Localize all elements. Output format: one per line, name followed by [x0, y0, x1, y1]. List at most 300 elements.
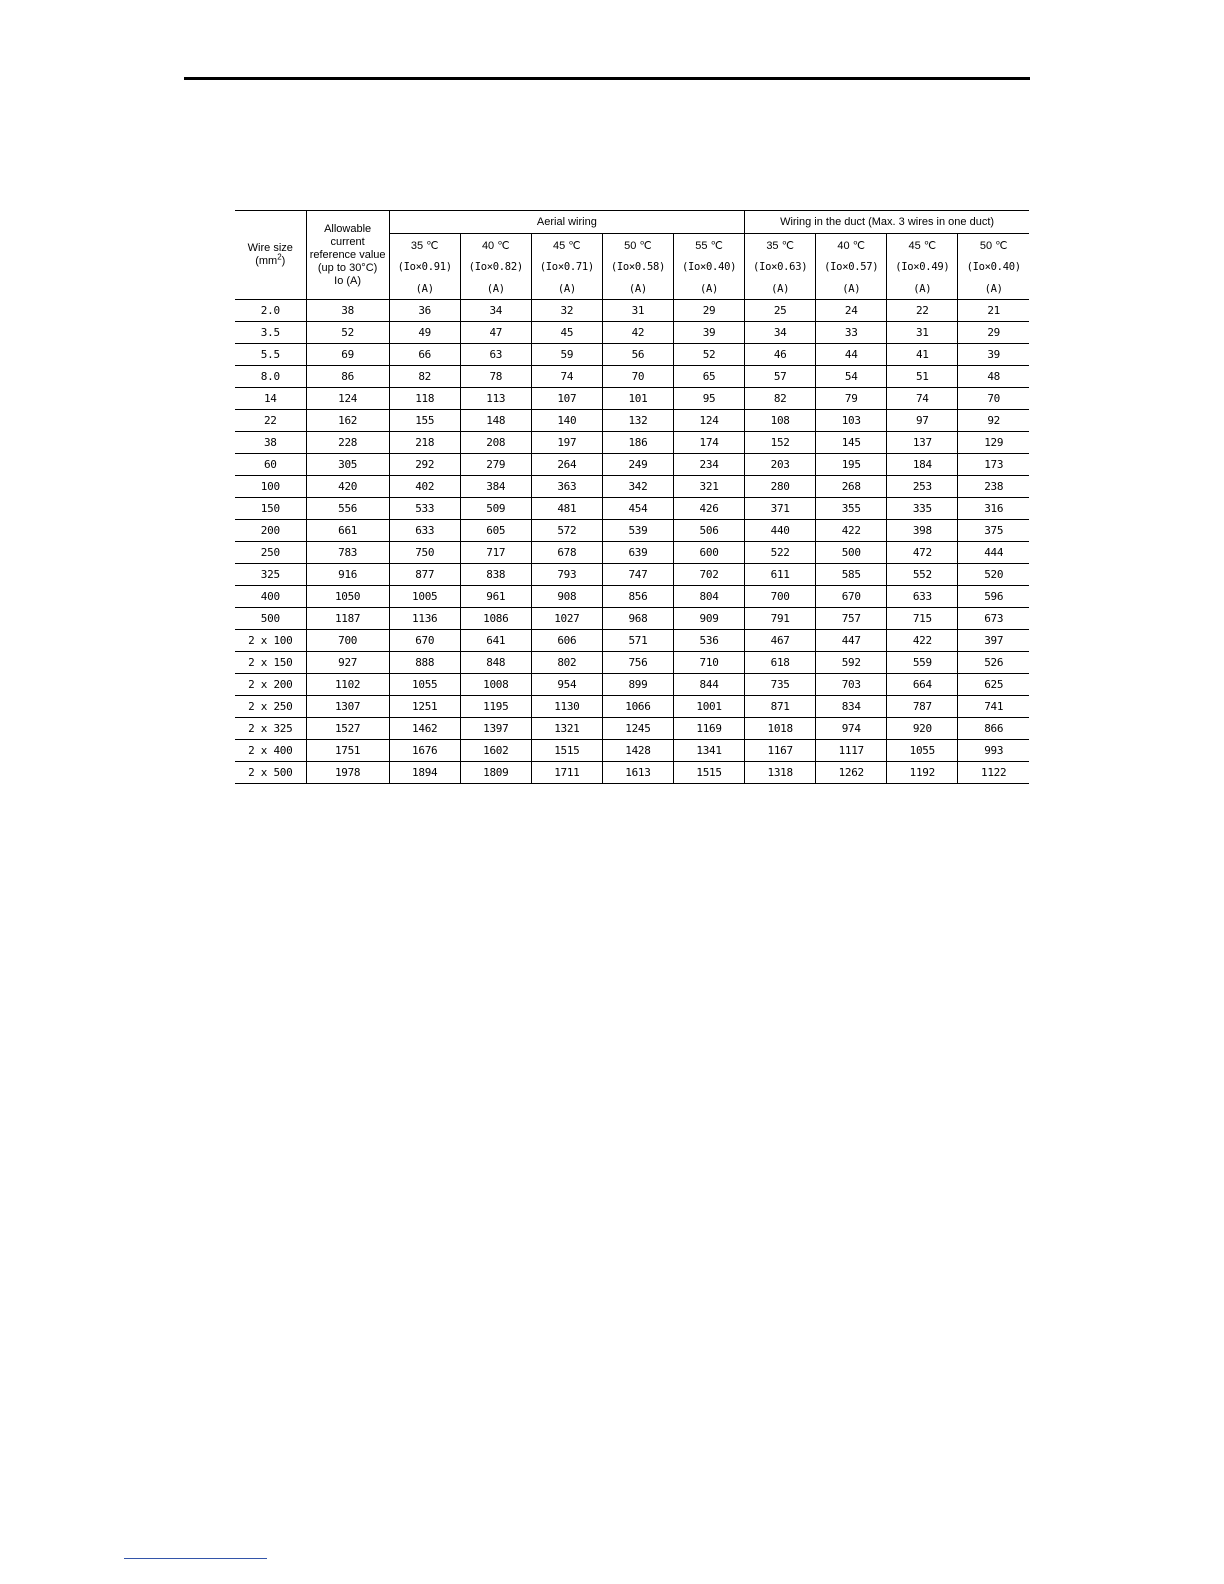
reference-current-cell: 783	[306, 542, 389, 564]
current-value-cell: 968	[602, 608, 673, 630]
current-value-cell: 1055	[389, 674, 460, 696]
current-value-cell: 174	[673, 432, 744, 454]
current-value-cell: 802	[531, 652, 602, 674]
current-value-cell: 316	[958, 498, 1029, 520]
current-value-cell: 1192	[887, 762, 958, 784]
current-value-cell: 670	[389, 630, 460, 652]
current-value-cell: 36	[389, 300, 460, 322]
wire-size-cell: 2 x 325	[235, 718, 306, 740]
current-value-cell: 467	[745, 630, 816, 652]
current-value-cell: 444	[958, 542, 1029, 564]
current-value-cell: 268	[816, 476, 887, 498]
wire-size-cell: 200	[235, 520, 306, 542]
table-row	[235, 388, 1029, 410]
table-row	[235, 564, 1029, 586]
temperature-header: 45 ℃	[531, 234, 602, 257]
unit-header: (A)	[389, 278, 460, 300]
current-value-cell: 34	[745, 322, 816, 344]
derating-factor-header: (Io×0.49)	[887, 256, 958, 278]
current-value-cell: 625	[958, 674, 1029, 696]
temperature-header: 50 ℃	[958, 234, 1029, 257]
current-value-cell: 253	[887, 476, 958, 498]
current-value-cell: 95	[673, 388, 744, 410]
wire-size-cell: 2 x 500	[235, 762, 306, 784]
current-value-cell: 342	[602, 476, 673, 498]
current-value-cell: 398	[887, 520, 958, 542]
current-value-cell: 920	[887, 718, 958, 740]
current-value-cell: 866	[958, 718, 1029, 740]
current-value-cell: 1515	[531, 740, 602, 762]
current-value-cell: 78	[460, 366, 531, 388]
current-value-cell: 74	[531, 366, 602, 388]
current-value-cell: 1245	[602, 718, 673, 740]
current-value-cell: 321	[673, 476, 744, 498]
temperature-header: 50 ℃	[602, 234, 673, 257]
current-value-cell: 1001	[673, 696, 744, 718]
current-value-cell: 1397	[460, 718, 531, 740]
current-value-cell: 1809	[460, 762, 531, 784]
current-value-cell: 1341	[673, 740, 744, 762]
current-value-cell: 702	[673, 564, 744, 586]
wire-size-cell: 2 x 400	[235, 740, 306, 762]
current-value-cell: 1055	[887, 740, 958, 762]
derating-factor-header: (Io×0.71)	[531, 256, 602, 278]
current-value-cell: 670	[816, 586, 887, 608]
wire-size-label: Wire size	[247, 242, 293, 254]
current-value-cell: 1428	[602, 740, 673, 762]
derating-factor-header: (Io×0.63)	[745, 256, 816, 278]
current-value-cell: 238	[958, 476, 1029, 498]
current-value-cell: 909	[673, 608, 744, 630]
current-value-cell: 533	[389, 498, 460, 520]
current-value-cell: 195	[816, 454, 887, 476]
current-value-cell: 140	[531, 410, 602, 432]
reference-current-cell: 916	[306, 564, 389, 586]
current-value-cell: 472	[887, 542, 958, 564]
table-row	[235, 718, 1029, 740]
current-value-cell: 63	[460, 344, 531, 366]
table-row	[235, 454, 1029, 476]
temperature-header: 45 ℃	[887, 234, 958, 257]
current-value-cell: 47	[460, 322, 531, 344]
reference-current-cell: 305	[306, 454, 389, 476]
current-value-cell: 1321	[531, 718, 602, 740]
table-row	[235, 300, 1029, 322]
current-value-cell: 29	[673, 300, 744, 322]
current-value-cell: 750	[389, 542, 460, 564]
current-value-cell: 559	[887, 652, 958, 674]
current-value-cell: 1676	[389, 740, 460, 762]
derating-factor-header: (Io×0.57)	[816, 256, 887, 278]
reference-current-cell: 162	[306, 410, 389, 432]
table-row	[235, 608, 1029, 630]
current-value-cell: 375	[958, 520, 1029, 542]
current-value-cell: 264	[531, 454, 602, 476]
current-value-cell: 552	[887, 564, 958, 586]
reference-current-cell: 420	[306, 476, 389, 498]
current-value-cell: 1136	[389, 608, 460, 630]
current-value-cell: 335	[887, 498, 958, 520]
current-value-cell: 522	[745, 542, 816, 564]
footnote-rule	[124, 1558, 267, 1559]
current-value-cell: 280	[745, 476, 816, 498]
current-value-cell: 954	[531, 674, 602, 696]
reference-current-cell: 1751	[306, 740, 389, 762]
current-value-cell: 747	[602, 564, 673, 586]
current-value-cell: 844	[673, 674, 744, 696]
reference-current-cell: 700	[306, 630, 389, 652]
reference-current-cell: 1050	[306, 586, 389, 608]
reference-current-cell: 556	[306, 498, 389, 520]
current-value-cell: 1167	[745, 740, 816, 762]
current-value-cell: 234	[673, 454, 744, 476]
table-row	[235, 498, 1029, 520]
wire-size-cell: 8.0	[235, 366, 306, 388]
current-value-cell: 1462	[389, 718, 460, 740]
allowable-current-table	[235, 210, 1029, 784]
current-value-cell: 1613	[602, 762, 673, 784]
current-value-cell: 1262	[816, 762, 887, 784]
current-value-cell: 848	[460, 652, 531, 674]
current-value-cell: 1894	[389, 762, 460, 784]
aerial-wiring-header: Aerial wiring	[389, 211, 744, 234]
table-row	[235, 762, 1029, 784]
current-value-cell: 31	[887, 322, 958, 344]
wire-size-unit: $(mm^2)$	[255, 252, 286, 267]
current-value-cell: 633	[389, 520, 460, 542]
current-value-cell: 1008	[460, 674, 531, 696]
current-value-cell: 402	[389, 476, 460, 498]
reference-current-cell: 124	[306, 388, 389, 410]
wire-size-cell: 2 x 250	[235, 696, 306, 718]
current-value-cell: 249	[602, 454, 673, 476]
current-value-cell: 32	[531, 300, 602, 322]
current-value-cell: 54	[816, 366, 887, 388]
wire-size-cell: 500	[235, 608, 306, 630]
current-value-cell: 186	[602, 432, 673, 454]
current-value-cell: 1602	[460, 740, 531, 762]
current-value-cell: 397	[958, 630, 1029, 652]
current-value-cell: 993	[958, 740, 1029, 762]
reference-current-cell: 52	[306, 322, 389, 344]
current-value-cell: 57	[745, 366, 816, 388]
reference-current-cell: 1307	[306, 696, 389, 718]
current-value-cell: 29	[958, 322, 1029, 344]
current-value-cell: 735	[745, 674, 816, 696]
table-row	[235, 476, 1029, 498]
current-value-cell: 715	[887, 608, 958, 630]
current-value-cell: 1318	[745, 762, 816, 784]
current-value-cell: 148	[460, 410, 531, 432]
current-value-cell: 888	[389, 652, 460, 674]
table-row	[235, 696, 1029, 718]
current-value-cell: 21	[958, 300, 1029, 322]
reference-current-cell: 1187	[306, 608, 389, 630]
reference-current-cell: 1978	[306, 762, 389, 784]
current-value-cell: 46	[745, 344, 816, 366]
current-value-cell: 572	[531, 520, 602, 542]
derating-factor-header: (Io×0.91)	[389, 256, 460, 278]
current-value-cell: 500	[816, 542, 887, 564]
current-value-cell: 606	[531, 630, 602, 652]
current-value-cell: 79	[816, 388, 887, 410]
current-value-cell: 506	[673, 520, 744, 542]
wire-size-cell: 3.5	[235, 322, 306, 344]
current-value-cell: 145	[816, 432, 887, 454]
table-row	[235, 432, 1029, 454]
current-value-cell: 422	[816, 520, 887, 542]
table-row	[235, 652, 1029, 674]
temperature-header: 35 ℃	[389, 234, 460, 257]
current-value-cell: 129	[958, 432, 1029, 454]
derating-factor-header: (Io×0.58)	[602, 256, 673, 278]
current-value-cell: 108	[745, 410, 816, 432]
wire-size-cell: 2 x 200	[235, 674, 306, 696]
unit-header: (A)	[673, 278, 744, 300]
current-value-cell: 447	[816, 630, 887, 652]
current-value-cell: 82	[745, 388, 816, 410]
current-value-cell: 509	[460, 498, 531, 520]
current-value-cell: 605	[460, 520, 531, 542]
current-value-cell: 804	[673, 586, 744, 608]
current-value-cell: 363	[531, 476, 602, 498]
derating-factor-header: (Io×0.82)	[460, 256, 531, 278]
current-value-cell: 664	[887, 674, 958, 696]
current-value-cell: 25	[745, 300, 816, 322]
reference-current-cell: 86	[306, 366, 389, 388]
current-value-cell: 633	[887, 586, 958, 608]
current-value-cell: 717	[460, 542, 531, 564]
current-value-cell: 103	[816, 410, 887, 432]
current-value-cell: 49	[389, 322, 460, 344]
temperature-header: 40 ℃	[816, 234, 887, 257]
current-value-cell: 97	[887, 410, 958, 432]
current-value-cell: 871	[745, 696, 816, 718]
current-value-cell: 1018	[745, 718, 816, 740]
wire-size-cell: 2.0	[235, 300, 306, 322]
wire-size-cell: 325	[235, 564, 306, 586]
current-value-cell: 371	[745, 498, 816, 520]
current-value-cell: 1195	[460, 696, 531, 718]
current-value-cell: 74	[887, 388, 958, 410]
current-value-cell: 673	[958, 608, 1029, 630]
header-rule	[184, 77, 1030, 80]
unit-header: (A)	[816, 278, 887, 300]
current-value-cell: 124	[673, 410, 744, 432]
unit-header: (A)	[460, 278, 531, 300]
current-value-cell: 279	[460, 454, 531, 476]
current-value-cell: 31	[602, 300, 673, 322]
current-value-cell: 70	[958, 388, 1029, 410]
current-value-cell: 24	[816, 300, 887, 322]
current-value-cell: 52	[673, 344, 744, 366]
current-value-cell: 197	[531, 432, 602, 454]
current-value-cell: 440	[745, 520, 816, 542]
current-value-cell: 1515	[673, 762, 744, 784]
current-value-cell: 520	[958, 564, 1029, 586]
current-value-cell: 70	[602, 366, 673, 388]
current-value-cell: 65	[673, 366, 744, 388]
current-value-cell: 700	[745, 586, 816, 608]
current-value-cell: 838	[460, 564, 531, 586]
current-value-cell: 41	[887, 344, 958, 366]
current-value-cell: 1005	[389, 586, 460, 608]
current-value-cell: 292	[389, 454, 460, 476]
table-row	[235, 344, 1029, 366]
current-value-cell: 585	[816, 564, 887, 586]
reference-current-cell: 38	[306, 300, 389, 322]
unit-header: (A)	[958, 278, 1029, 300]
current-value-cell: 611	[745, 564, 816, 586]
current-value-cell: 384	[460, 476, 531, 498]
current-value-cell: 42	[602, 322, 673, 344]
current-value-cell: 834	[816, 696, 887, 718]
current-value-cell: 571	[602, 630, 673, 652]
current-value-cell: 44	[816, 344, 887, 366]
current-value-cell: 787	[887, 696, 958, 718]
current-value-cell: 710	[673, 652, 744, 674]
current-value-cell: 59	[531, 344, 602, 366]
current-value-cell: 184	[887, 454, 958, 476]
table-row	[235, 740, 1029, 762]
current-value-cell: 856	[602, 586, 673, 608]
temperature-header: 40 ℃	[460, 234, 531, 257]
current-value-cell: 703	[816, 674, 887, 696]
current-value-cell: 426	[673, 498, 744, 520]
table-row	[235, 630, 1029, 652]
current-value-cell: 481	[531, 498, 602, 520]
table-row	[235, 366, 1029, 388]
current-value-cell: 203	[745, 454, 816, 476]
reference-current-cell: 1102	[306, 674, 389, 696]
current-value-cell: 1027	[531, 608, 602, 630]
derating-factor-header: (Io×0.40)	[958, 256, 1029, 278]
current-value-cell: 877	[389, 564, 460, 586]
current-value-cell: 899	[602, 674, 673, 696]
current-value-cell: 39	[673, 322, 744, 344]
current-value-cell: 218	[389, 432, 460, 454]
current-value-cell: 173	[958, 454, 1029, 476]
reference-current-cell: 661	[306, 520, 389, 542]
current-value-cell: 600	[673, 542, 744, 564]
reference-current-cell: 228	[306, 432, 389, 454]
current-value-cell: 155	[389, 410, 460, 432]
current-value-cell: 118	[389, 388, 460, 410]
duct-wiring-header: Wiring in the duct (Max. 3 wires in one duct)	[745, 211, 1029, 234]
unit-header: (A)	[531, 278, 602, 300]
temperature-header: 55 ℃	[673, 234, 744, 257]
current-value-cell: 39	[958, 344, 1029, 366]
current-value-cell: 791	[745, 608, 816, 630]
current-value-cell: 454	[602, 498, 673, 520]
wire-size-cell: 150	[235, 498, 306, 520]
current-value-cell: 596	[958, 586, 1029, 608]
current-value-cell: 34	[460, 300, 531, 322]
current-value-cell: 208	[460, 432, 531, 454]
current-value-cell: 1122	[958, 762, 1029, 784]
current-value-cell: 101	[602, 388, 673, 410]
current-value-cell: 961	[460, 586, 531, 608]
temperature-header: 35 ℃	[745, 234, 816, 257]
current-value-cell: 422	[887, 630, 958, 652]
current-value-cell: 618	[745, 652, 816, 674]
current-value-cell: 908	[531, 586, 602, 608]
wire-size-cell: 22	[235, 410, 306, 432]
wire-size-cell: 2 x 100	[235, 630, 306, 652]
current-value-cell: 1117	[816, 740, 887, 762]
current-value-cell: 132	[602, 410, 673, 432]
wire-size-cell: 2 x 150	[235, 652, 306, 674]
current-value-cell: 355	[816, 498, 887, 520]
reference-current-header: Allowable current reference value (up to 30°C) Io (A)	[306, 211, 389, 300]
current-value-cell: 1251	[389, 696, 460, 718]
current-value-cell: 45	[531, 322, 602, 344]
wire-size-cell: 250	[235, 542, 306, 564]
current-value-cell: 1130	[531, 696, 602, 718]
reference-current-cell: 927	[306, 652, 389, 674]
current-value-cell: 51	[887, 366, 958, 388]
current-value-cell: 137	[887, 432, 958, 454]
current-value-cell: 48	[958, 366, 1029, 388]
wire-size-cell: 100	[235, 476, 306, 498]
table-row	[235, 322, 1029, 344]
wire-size-cell: 400	[235, 586, 306, 608]
wire-size-cell: 60	[235, 454, 306, 476]
current-value-cell: 1066	[602, 696, 673, 718]
current-value-cell: 56	[602, 344, 673, 366]
current-value-cell: 113	[460, 388, 531, 410]
current-value-cell: 107	[531, 388, 602, 410]
current-value-cell: 641	[460, 630, 531, 652]
unit-header: (A)	[887, 278, 958, 300]
table-row	[235, 542, 1029, 564]
unit-header: (A)	[602, 278, 673, 300]
unit-header: (A)	[745, 278, 816, 300]
current-value-cell: 757	[816, 608, 887, 630]
current-value-cell: 152	[745, 432, 816, 454]
current-value-cell: 539	[602, 520, 673, 542]
table-row	[235, 520, 1029, 542]
current-value-cell: 92	[958, 410, 1029, 432]
wire-size-cell: 14	[235, 388, 306, 410]
wire-size-header	[235, 211, 306, 300]
current-value-cell: 66	[389, 344, 460, 366]
wire-size-cell: 38	[235, 432, 306, 454]
current-value-cell: 1711	[531, 762, 602, 784]
wire-size-cell: 5.5	[235, 344, 306, 366]
current-value-cell: 756	[602, 652, 673, 674]
current-value-cell: 678	[531, 542, 602, 564]
reference-current-cell: 69	[306, 344, 389, 366]
current-value-cell: 974	[816, 718, 887, 740]
current-value-cell: 639	[602, 542, 673, 564]
current-value-cell: 22	[887, 300, 958, 322]
reference-current-cell: 1527	[306, 718, 389, 740]
current-value-cell: 592	[816, 652, 887, 674]
current-value-cell: 741	[958, 696, 1029, 718]
current-value-cell: 793	[531, 564, 602, 586]
current-value-cell: 526	[958, 652, 1029, 674]
table-row	[235, 410, 1029, 432]
current-value-cell: 1169	[673, 718, 744, 740]
current-value-cell: 536	[673, 630, 744, 652]
current-value-cell: 1086	[460, 608, 531, 630]
table-row	[235, 674, 1029, 696]
current-value-cell: 82	[389, 366, 460, 388]
derating-factor-header: (Io×0.40)	[673, 256, 744, 278]
current-value-cell: 33	[816, 322, 887, 344]
table-row	[235, 586, 1029, 608]
